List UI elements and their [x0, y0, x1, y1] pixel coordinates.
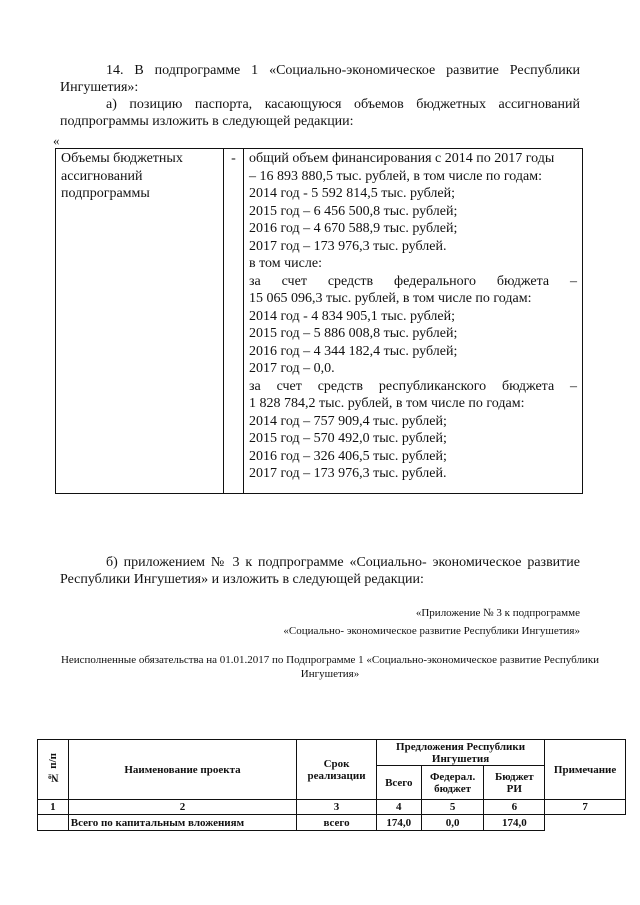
col-number: 6: [484, 800, 545, 815]
row-total: 174,0: [376, 815, 421, 831]
passport-line: 2017 год – 0,0.: [249, 361, 335, 376]
passport-line: 2016 год – 4 670 588,9 тыс. рублей;: [249, 221, 458, 236]
passport-line: 2015 год – 570 492,0 тыс. рублей;: [249, 431, 447, 446]
passport-line: в том числе:: [249, 256, 322, 271]
header-proposals: Предложения Республики Ингушетия: [376, 740, 544, 766]
passport-label: Объемы бюджетных ассигнований подпрограммы: [61, 151, 183, 201]
passport-label-cell: [56, 149, 224, 494]
section-14-item-b: б) приложением № 3 к подпрограмме «Социально- экономическое развитие Республики Ингушетия» и изложить в следующей редакции:: [60, 555, 580, 587]
header-name: Наименование проекта: [68, 740, 296, 800]
passport-values-cell: [244, 149, 583, 494]
header-row-1: [38, 740, 626, 766]
col-number: 4: [376, 800, 421, 815]
header-term: Срок реализации: [297, 740, 377, 800]
section-14-heading: 14. В подпрограмме 1 «Социально-экономическое развитие Республики Ингушетия»:: [60, 63, 580, 95]
passport-line: общий объем финансирования с 2014 по 2017 годы: [249, 151, 555, 166]
row-num: [38, 815, 69, 831]
passport-line: 2017 год – 173 976,3 тыс. рублей.: [249, 238, 447, 254]
obligations-caption: Неисполненные обязательства на 01.01.2017 по Подпрограмме 1 «Социально-экономическое развитие Республики Ингушетия»: [60, 654, 600, 680]
obligations-table: [37, 739, 626, 831]
col-number: 1: [38, 800, 69, 815]
passport-line: 2016 год – 4 344 182,4 тыс. рублей;: [249, 343, 458, 359]
passport-line: 15 065 096,3 тыс. рублей, в том числе по годам:: [249, 291, 532, 306]
header-num-cell: [38, 740, 69, 800]
appendix-title-line-1: «Приложение № 3 к подпрограмме: [415, 607, 580, 619]
passport-dash: -: [231, 151, 236, 166]
opening-quote: «: [53, 133, 60, 148]
passport-dash-cell: [224, 149, 244, 494]
passport-line: 2014 год - 4 834 905,1 тыс. рублей;: [249, 308, 456, 324]
passport-line: – 16 893 880,5 тыс. рублей, в том числе по годам:: [249, 168, 542, 184]
header-total: Всего: [376, 766, 421, 800]
row-name: Всего по капитальным вложениям: [68, 815, 296, 831]
header-num: № п/п: [46, 752, 59, 784]
passport-line: за счет средств федерального бюджета –: [249, 273, 577, 289]
passport-line: 2016 год – 326 406,5 тыс. рублей;: [249, 448, 447, 464]
row-federal: 0,0: [421, 815, 484, 831]
row-regional: 174,0: [484, 815, 545, 831]
header-note: Примечание: [545, 740, 626, 800]
passport-line: 1 828 784,2 тыс. рублей, в том числе по годам:: [249, 396, 525, 411]
passport-line: 2017 год – 173 976,3 тыс. рублей.: [249, 466, 447, 481]
col-number: 3: [297, 800, 377, 815]
passport-line: 2014 год – 757 909,4 тыс. рублей;: [249, 413, 447, 429]
row-note: [545, 815, 626, 831]
column-number-row: [38, 800, 626, 815]
col-number: 7: [545, 800, 626, 815]
col-number: 2: [68, 800, 296, 815]
passport-line: 2015 год – 5 886 008,8 тыс. рублей;: [249, 326, 458, 341]
table-row: [38, 815, 626, 831]
row-term: всего: [297, 815, 377, 831]
col-number: 5: [421, 800, 484, 815]
passport-line: за счет средств республиканского бюджета –: [249, 378, 577, 394]
passport-row: [56, 149, 583, 494]
section-14-item-a: а) позицию паспорта, касающуюся объемов бюджетных ассигнований подпрограммы изложить в следующей редакции:: [60, 97, 580, 129]
passport-table: [55, 148, 583, 494]
header-regional: Бюджет РИ: [484, 766, 545, 800]
passport-line: 2015 год – 6 456 500,8 тыс. рублей;: [249, 203, 458, 219]
appendix-title-line-2: «Социально- экономическое развитие Республики Ингушетия»: [283, 625, 580, 637]
passport-line: 2014 год - 5 592 814,5 тыс. рублей;: [249, 186, 456, 201]
header-federal: Федерал. бюджет: [421, 766, 484, 800]
